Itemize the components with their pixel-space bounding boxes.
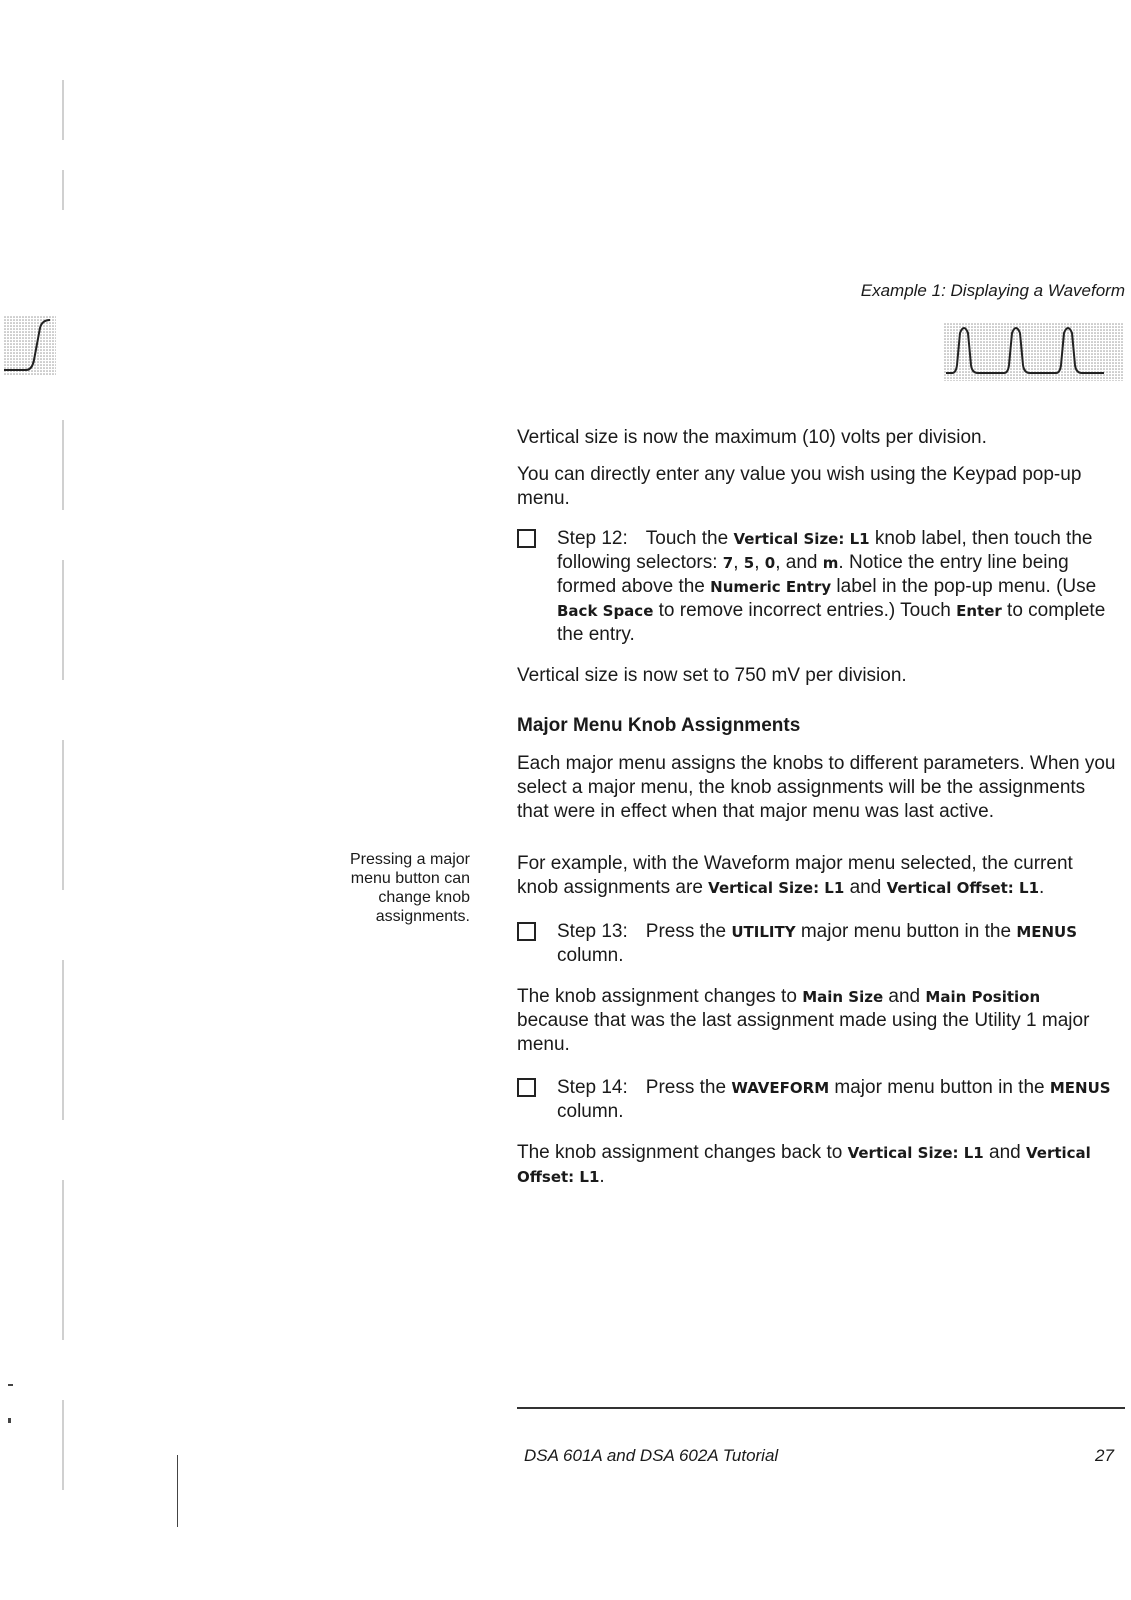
margin-waveform-graphic (4, 316, 56, 376)
body-text: Vertical size is now the maximum (10) volts per division. (517, 427, 987, 448)
page-edge-mark (62, 80, 64, 140)
section-heading: Major Menu Knob Assignments (517, 715, 801, 736)
step-14-text (557, 1076, 1117, 1124)
step-14 (517, 1076, 1117, 1124)
step-text: column. (557, 945, 624, 966)
margin-note-line: change knob (378, 889, 470, 906)
scan-artifact (177, 1455, 178, 1527)
step-text: . Notice the entry line being formed above the (557, 552, 1069, 597)
paragraph-max-volts (517, 426, 1117, 450)
step-text: Press the (645, 1077, 732, 1098)
paragraph-example (517, 852, 1117, 900)
paragraph-keypad (517, 463, 1117, 511)
step-number: Step 14: (557, 1077, 628, 1098)
step-checkbox[interactable] (517, 922, 536, 941)
margin-note-line: Pressing a major (349, 851, 470, 868)
page-edge-mark (62, 740, 64, 890)
bold-label: UTILITY (731, 923, 796, 941)
bold-label: MENUS (1049, 1079, 1111, 1097)
text-run: and (983, 1142, 1026, 1163)
body-text: Vertical size is now set to 750 mV per division. (517, 665, 907, 686)
step-text: major menu button in the (829, 1077, 1050, 1098)
page-edge-mark (62, 1400, 64, 1490)
text-run: and (883, 986, 926, 1007)
step-text: , and (775, 552, 823, 573)
bold-label: Main Size (802, 988, 884, 1006)
step-checkbox[interactable] (517, 529, 536, 548)
body-text (517, 852, 1117, 900)
text-run: The knob assignment changes back to (517, 1142, 848, 1163)
text-run: The knob assignment changes to (517, 986, 803, 1007)
bold-label: m (822, 554, 839, 572)
step-text: to complete the entry. (557, 600, 1106, 645)
margin-note (300, 850, 470, 926)
scan-artifact (8, 1384, 13, 1386)
bold-label: 0 (764, 554, 776, 572)
bold-label: Main Position (925, 988, 1041, 1006)
footer-title: DSA 601A and DSA 602A Tutorial (524, 1446, 779, 1465)
step-12-text (557, 527, 1117, 647)
page-edge-mark (62, 1180, 64, 1340)
text-run: For example, with the Waveform major menu selected, the current knob assignments are (517, 853, 1073, 898)
page-number: 27 (1095, 1446, 1114, 1465)
body-text: You can directly enter any value you wish using the Keypad pop-up menu. (517, 464, 1082, 509)
step-text: knob label, then touch the following selectors: (557, 528, 1093, 573)
bold-label: MENUS (1016, 923, 1078, 941)
bold-label: Enter (956, 602, 1002, 620)
footer-rule (517, 1407, 1125, 1409)
text-run: because that was the last assignment made using the Utility 1 major menu. (517, 1010, 1090, 1055)
body-text (517, 1141, 1117, 1189)
bold-label: Numeric Entry (710, 578, 832, 596)
step-13-text (557, 920, 1117, 968)
margin-note-line: menu button can (350, 870, 470, 887)
margin-note-line: assignments. (375, 908, 470, 925)
step-text: Touch the (645, 528, 734, 549)
page-edge-mark (62, 560, 64, 680)
scan-artifact (8, 1418, 11, 1423)
body-text: Each major menu assigns the knobs to different parameters. When you select a major menu, the knob assignments will be the assignments that were in effect when that major menu was last active. (517, 753, 1116, 822)
page-edge-mark (62, 420, 64, 510)
waveform-graphic (944, 323, 1124, 381)
bold-label: WAVEFORM (731, 1079, 830, 1097)
step-text: to remove incorrect entries.) Touch (653, 600, 957, 621)
step-text: Press the (645, 921, 732, 942)
step-text: label in the pop-up menu. (Use (831, 576, 1097, 597)
text-run: . (1039, 877, 1045, 898)
text-run: . (599, 1166, 605, 1187)
paragraph-utility (517, 985, 1117, 1057)
page-edge-mark (62, 170, 64, 210)
bold-label: Vertical Size: L1 (733, 530, 870, 548)
bold-label: 7 (722, 554, 734, 572)
bold-label: Vertical Offset: L1 (517, 1144, 1091, 1186)
step-number: Step 12: (557, 528, 628, 549)
page-edge-mark (62, 960, 64, 1120)
paragraph-knob-assignments (517, 752, 1117, 824)
paragraph-750mv (517, 664, 1117, 688)
bold-label: Back Space (557, 602, 654, 620)
bold-label: 5 (743, 554, 755, 572)
bold-label: Vertical Size: L1 (708, 879, 845, 897)
body-text (517, 985, 1117, 1057)
bold-label: Vertical Offset: L1 (886, 879, 1040, 897)
step-checkbox[interactable] (517, 1078, 536, 1097)
step-text: column. (557, 1101, 624, 1122)
step-13 (517, 920, 1117, 968)
step-12 (517, 527, 1117, 647)
bold-label: Vertical Size: L1 (847, 1144, 984, 1162)
paragraph-changes-back (517, 1141, 1117, 1189)
step-text: major menu button in the (795, 921, 1017, 942)
step-number: Step 13: (557, 921, 628, 942)
step-text: , (754, 552, 765, 573)
step-text: , (733, 552, 744, 573)
running-head: Example 1: Displaying a Waveform (860, 281, 1125, 300)
text-run: and (844, 877, 887, 898)
